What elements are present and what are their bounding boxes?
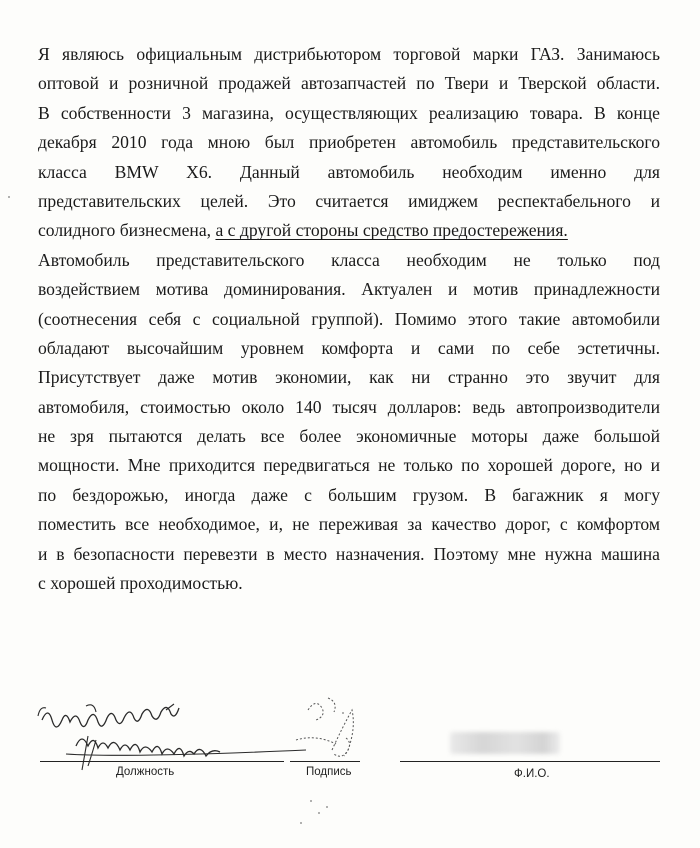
- text-line: поместить все необходимое, и, не переживая за качество дорог, с комфортом: [38, 514, 660, 535]
- text-line: с хорошей проходимостью.: [38, 573, 243, 594]
- redacted-name: [450, 732, 560, 754]
- signature-line: [290, 761, 360, 762]
- text-line: В собственности 3 магазина, осуществляющих реализацию товара. В конце: [38, 102, 660, 123]
- text-line: по бездорожью, иногда даже с большим грузом. В багажник я могу: [38, 484, 660, 505]
- text-line: Присутствует даже мотив экономии, как ни странно это звучит для: [38, 367, 660, 388]
- text-line-with-underline: [38, 216, 660, 245]
- text-line: обладают высочайшим уровнем комфорта и сами по себе эстетичны.: [38, 337, 660, 358]
- text-line: и в безопасности перевезти в место назначения. Поэтому мне нужна машина: [38, 543, 660, 564]
- handwritten-signature: [288, 690, 378, 770]
- name-line: [400, 761, 660, 762]
- text-line: солидного бизнесмена,: [38, 220, 216, 241]
- text-line: оптовой и розничной продажей автозапчастей по Твери и Тверской области.: [38, 73, 660, 94]
- text-line: класса BMW X6. Данный автомобиль необходим именно для: [38, 161, 660, 182]
- text-line: Автомобиль представительского класса необходим не только под: [38, 249, 660, 270]
- position-caption: Должность: [116, 766, 175, 778]
- text-line: автомобиля, стоимостью около 140 тысяч долларов: ведь автопроизводители: [38, 396, 660, 417]
- text-line: мощности. Мне приходится передвигаться не только по хорошей дороге, но и: [38, 455, 660, 476]
- signature-caption: Подпись: [306, 766, 352, 778]
- text-line: Я являюсь официальным дистрибьютором торговой марки ГАЗ. Занимаюсь: [38, 44, 660, 64]
- underlined-phrase: а с другой стороны средство предостережения.: [215, 220, 568, 241]
- text-line: декабря 2010 года мною был приобретен автомобиль представительского: [38, 132, 660, 153]
- letter-body: [38, 40, 660, 598]
- text-line: представительских целей. Это считается имиджем респектабельного и: [38, 190, 660, 211]
- position-line: [40, 761, 284, 762]
- text-line: (соотнесения себя с социальной группой). Помимо этого такие автомобили: [38, 308, 660, 329]
- text-line: воздействием мотива доминирования. Актуален и мотив принадлежности: [38, 279, 660, 300]
- text-line: не зря пытаются делать все более экономичные моторы даже большой: [38, 426, 660, 447]
- name-caption: Ф.И.О.: [514, 768, 550, 780]
